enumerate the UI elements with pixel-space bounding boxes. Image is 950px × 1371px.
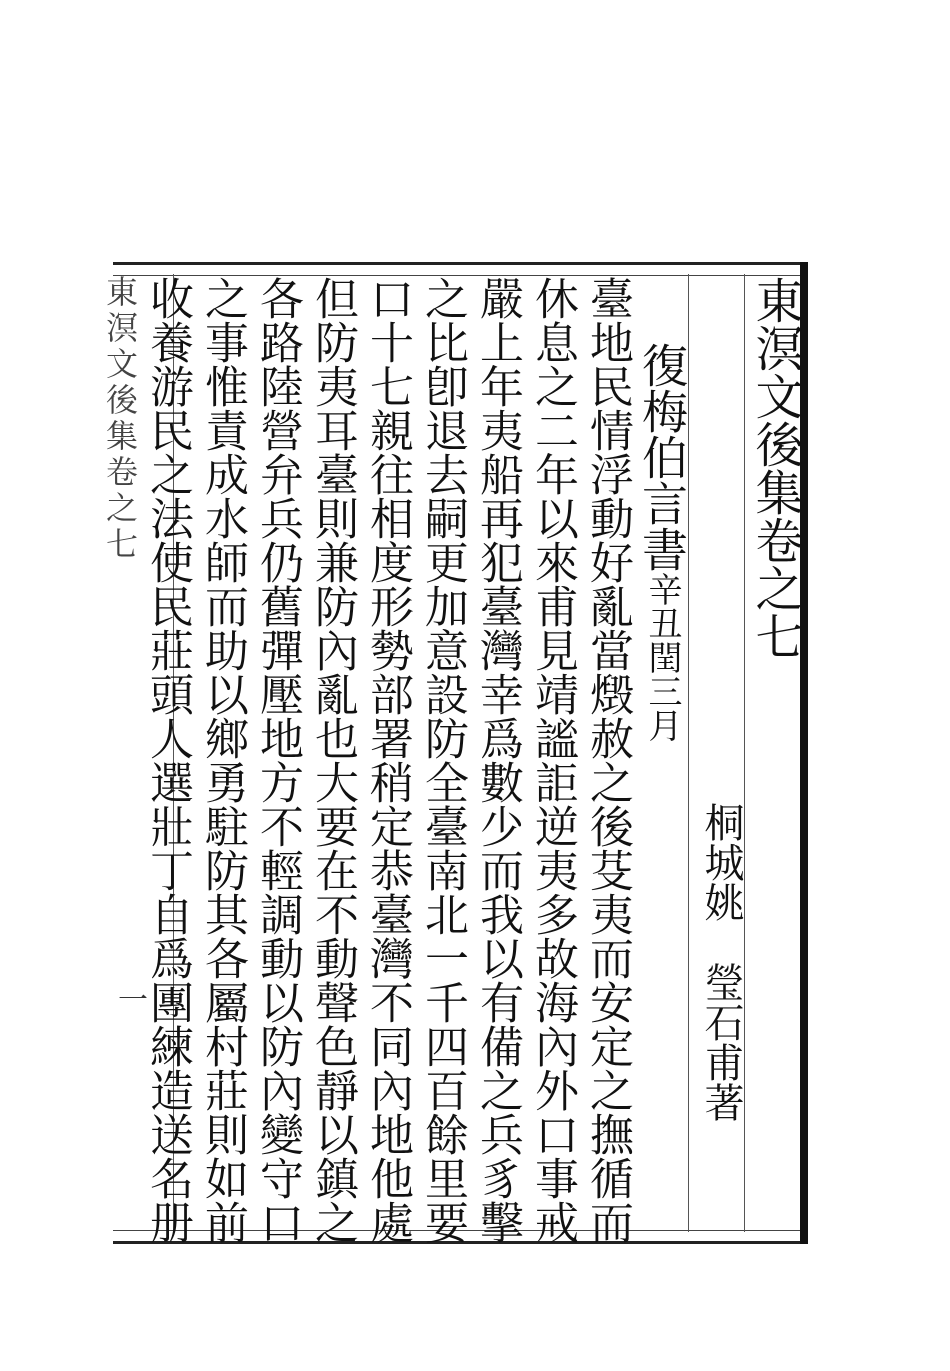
body-column-3: 嚴上年夷船再犯臺灣幸爲數少而我以有備之兵豸擊: [472, 276, 523, 1244]
letter-heading: 復梅伯言書: [635, 342, 689, 572]
author-column: [689, 802, 745, 1122]
author-name: 瑩石甫著: [698, 962, 744, 1122]
body-column-8: 之事惟責成水師而助以鄉勇駐防其各屬村莊則如前: [197, 276, 248, 1244]
letter-date: 辛丑閏三月: [642, 572, 682, 742]
page-frame: [101, 262, 808, 1244]
book-title: 東溟文後集卷之七: [747, 276, 803, 660]
margin-spine-title: 東溟文後集卷之七: [101, 275, 139, 563]
top-border: [113, 262, 803, 276]
body-column-6: 但防夷耳臺則兼防內亂也大要在不動聲色靜以鎮之: [307, 276, 358, 1244]
letter-heading-column: [633, 342, 689, 742]
page-number: 一: [118, 983, 148, 1018]
body-column-9: 收養游民之法使民莊頭人選壯丁自爲團練造送名册: [142, 276, 193, 1244]
body-column-2: 休息之二年以來甫見靖謐詎逆夷多故海內外口事戒: [527, 276, 578, 1244]
body-column-7: 各路陸營弁兵仍舊彈壓地方不輕調動以防內變守口: [252, 276, 303, 1244]
body-column-5: 口十七親往相度形勢部署稍定恭臺灣不同內地他處: [362, 276, 413, 1244]
body-column-4: 之比卽退去嗣更加意設防全臺南北一千四百餘里要: [417, 276, 468, 1244]
body-column-1: 臺地民情浮動好亂當燬赦之後芟夷而安定之撫循而: [582, 276, 633, 1244]
author-origin: 桐城姚: [698, 802, 744, 922]
